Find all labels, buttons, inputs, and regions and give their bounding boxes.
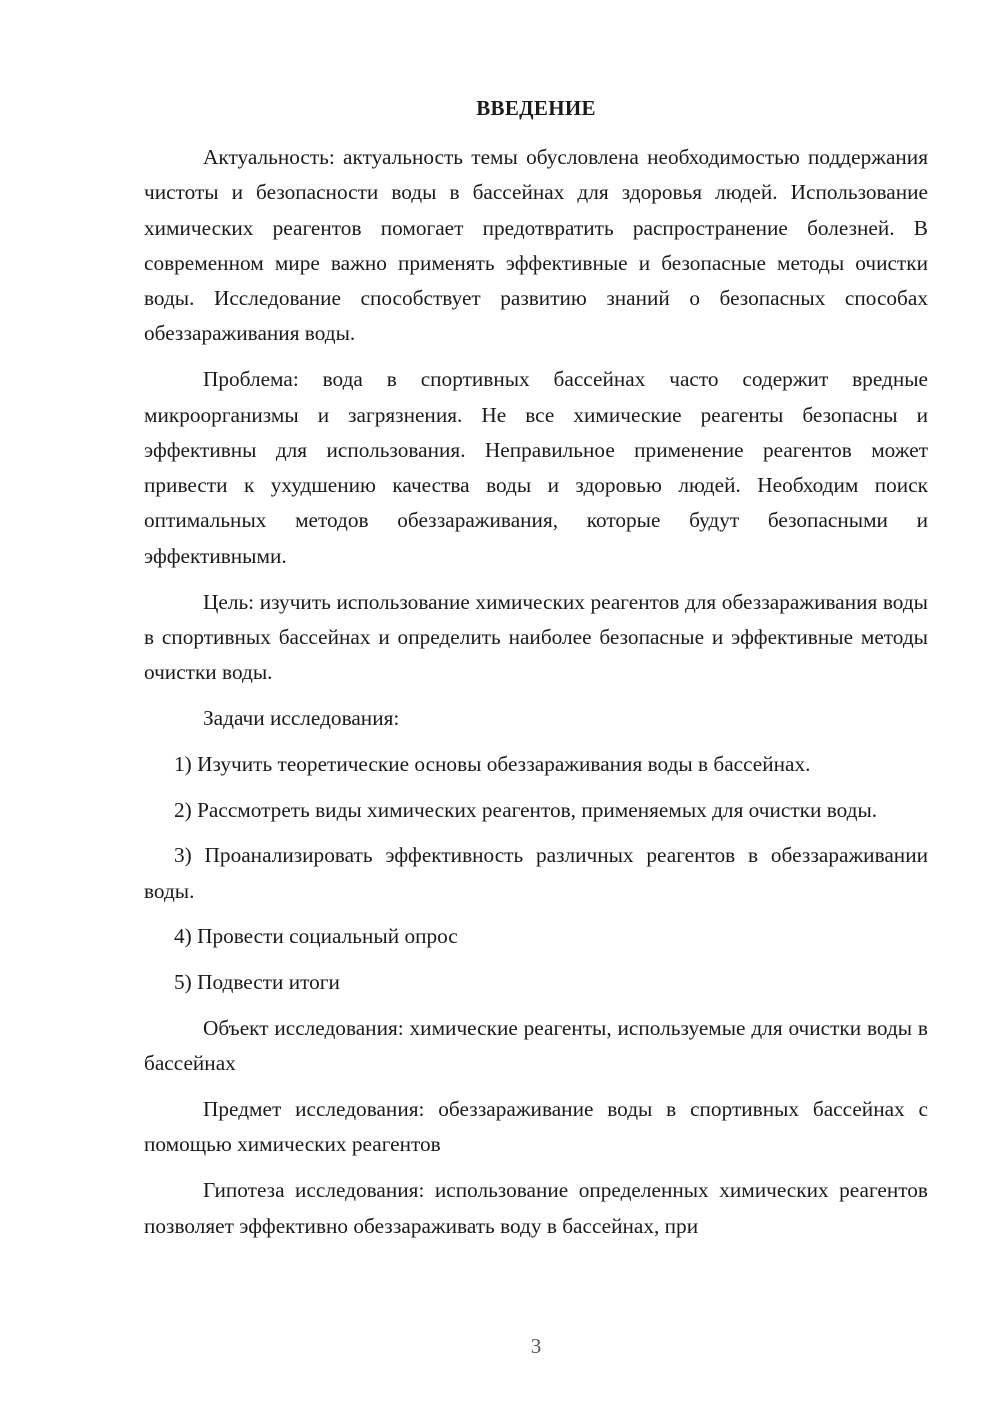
list-item: 2) Рассмотреть виды химических реагентов, применяемых для очистки воды. bbox=[174, 797, 878, 822]
list-item: 4) Провести социальный опрос bbox=[174, 924, 458, 949]
list-item: 1) Изучить теоретические основы обеззараживания воды в бассейнах. bbox=[174, 751, 811, 776]
paragraph-object: Объект исследования: химические реагенты, используемые для очистки воды в бассейнах bbox=[144, 1016, 928, 1076]
page-number: 3 bbox=[530, 1334, 542, 1358]
list-item: 3) Проанализировать эффективность различных реагентов в обеззараживании воды. bbox=[144, 843, 928, 903]
paragraph-relevance: Актуальность: актуальность темы обусловлена необходимостью поддержания чистоты и безопасности воды в бассейнах для здоровья людей. Использование химических реагентов помогает предотвратить распространение болезней. В современном мире важно применять эффективные и безопасные методы очистки воды. Исследование способствует развитию знаний о безопасных способах обеззараживания воды. bbox=[144, 145, 928, 346]
paragraph-tasks-heading: Задачи исследования: bbox=[203, 705, 400, 730]
body-text bbox=[144, 140, 928, 1254]
paragraph-hypothesis: Гипотеза исследования: использование определенных химических реагентов позволяет эффективно обеззараживать воду в бассейнах, при bbox=[144, 1178, 928, 1238]
paragraph-problem: Проблема: вода в спортивных бассейнах часто содержит вредные микроорганизмы и загрязнения. Не все химические реагенты безопасны и эффективны для использования. Неправильное применение реагентов может привести к ухудшению качества воды и здоровью людей. Необходим поиск оптимальных методов обеззараживания, которые будут безопасными и эффективными. bbox=[144, 367, 928, 568]
paragraph-goal: Цель: изучить использование химических реагентов для обеззараживания воды в спортивных бассейнах и определить наиболее безопасные и эффективные методы очистки воды. bbox=[144, 589, 928, 685]
paragraph-subject: Предмет исследования: обеззараживание воды в спортивных бассейнах с помощью химических реагентов bbox=[144, 1097, 928, 1157]
list-item: 5) Подвести итоги bbox=[174, 970, 340, 995]
page-title: ВВЕДЕНИЕ bbox=[476, 96, 596, 120]
